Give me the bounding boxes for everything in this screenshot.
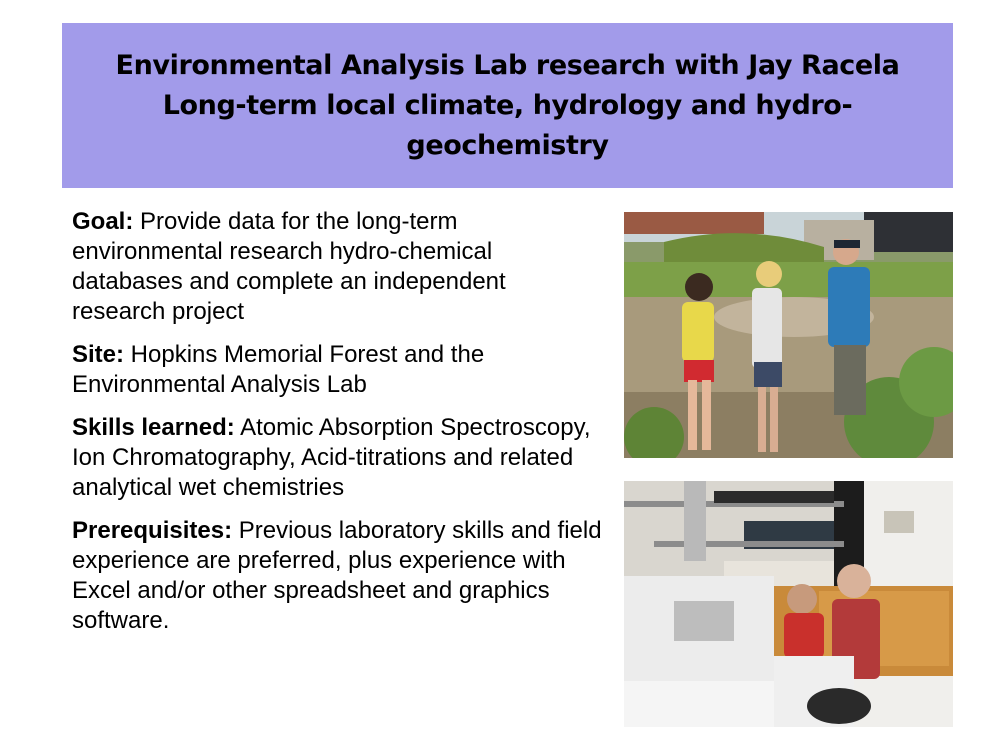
site-text: Hopkins Memorial Forest and the Environmental Analysis Lab — [72, 341, 485, 398]
skills-text: Atomic Absorption Spectroscopy, Ion Chromatography, Acid-titrations and related analytical wet chemistries — [72, 414, 591, 501]
skills-paragraph — [72, 413, 602, 503]
title-line-1: Environmental Analysis Lab research with Jay Racela — [115, 49, 900, 81]
description-body — [72, 207, 602, 649]
site-paragraph — [72, 340, 602, 400]
prerequisites-text: Previous laboratory skills and field experience are preferred, plus experience with Excel and/or other spreadsheet and graphics software. — [72, 517, 602, 634]
goal-paragraph — [72, 207, 602, 327]
field-sampling-photo — [624, 212, 953, 458]
prerequisites-label: Prerequisites: — [72, 517, 233, 544]
skills-label: Skills learned: — [72, 414, 235, 441]
title-line-3: geochemistry — [406, 129, 609, 161]
prerequisites-paragraph — [72, 516, 602, 636]
title-line-2: Long-term local climate, hydrology and hydro- — [162, 89, 853, 121]
title-banner — [62, 23, 953, 188]
site-label: Site: — [72, 341, 125, 368]
goal-text: Provide data for the long-term environmental research hydro-chemical databases and complete an independent research project — [72, 208, 506, 325]
laboratory-photo — [624, 481, 953, 727]
goal-label: Goal: — [72, 208, 134, 235]
